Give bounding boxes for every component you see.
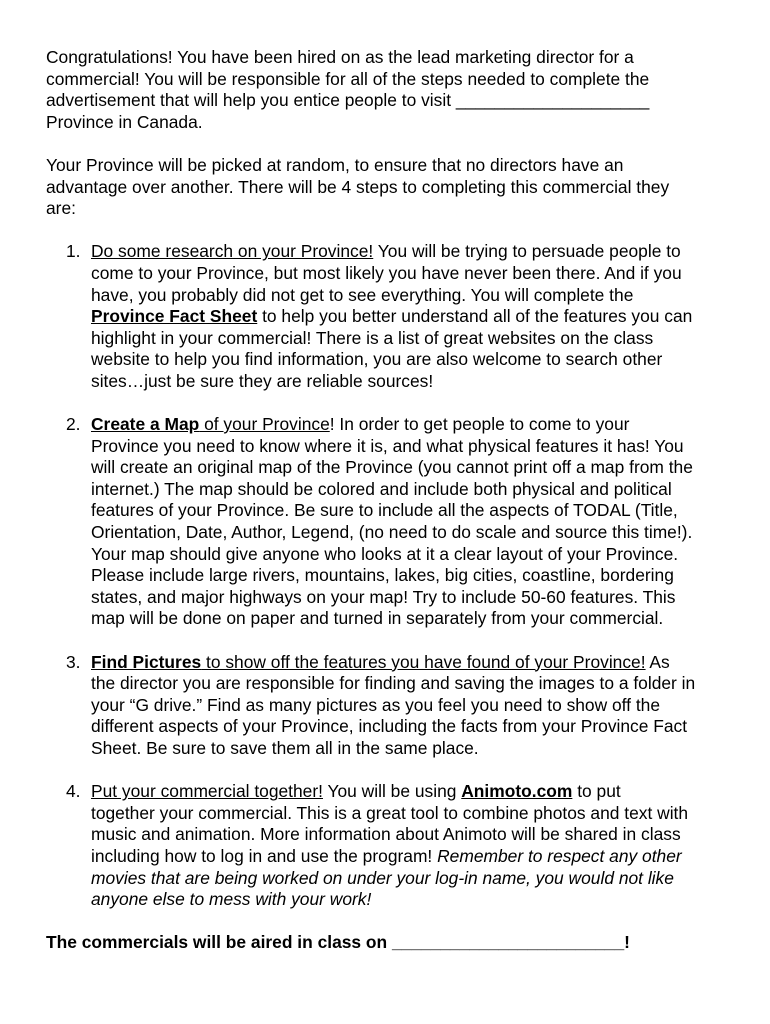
step-heading: Do some research on your Province! — [91, 241, 374, 262]
step-number: 2. — [66, 414, 81, 435]
step-3: 3. Find Pictures to show off the features you have found of your Province! As the director you are responsible for finding and saving the images to a folder in your “G drive.” Find as many pictures as you feel you need to show off the different aspects of your Province, including the facts from your Province Fact Sheet. Be sure to save them all in the same place. — [66, 651, 696, 758]
intro-paragraph-2: Your Province will be picked at random, to ensure that no directors have an advantage over another. There will be 4 steps to completing this commercial they are: — [46, 154, 670, 219]
step-1: 1. Do some research on your Province! You will be trying to persuade people to come to your Province, but most likely you have never been there. And if you have, you probably did not get to see everything. You will complete the Province Fact Sheet to help you better understand all of the features you can highlight in your commercial! There is a list of great websites on the class website to help you find information, you are also welcome to search other sites…just be sure they are reliable sources! — [66, 241, 693, 391]
step-2: 2. Create a Map of your Province! In order to get people to come to your Province you need to know where it is, and what physical features it has! You will create an original map of the Province (you cannot print off a map from the internet.) The map should be colored and include both physical and political features of your Province. Be sure to include all the aspects of TODAL (Title, Orientation, Date, Author, Legend, (no need to do scale and source this time!). Your map should give anyone who looks at it a clear layout of your Province. Please include large rivers, mountains, lakes, big cities, coastline, bordering states, and major highways on your map! Try to include 50-60 features. This map will be done on paper and turned in separately from your commercial. — [66, 414, 693, 629]
steps-list — [46, 241, 736, 910]
step-number: 1. — [66, 241, 81, 262]
step-heading: Put your commercial together! — [91, 781, 323, 802]
fact-sheet-label: Province Fact Sheet — [91, 306, 258, 327]
step-heading: Find Pictures to show off the features you have found of your Province! — [91, 651, 646, 672]
document-page — [46, 47, 736, 954]
closing-line: The commercials will be aired in class on ________________________! — [46, 932, 630, 953]
step-number: 4. — [66, 781, 81, 802]
intro-paragraph-1: Congratulations! You have been hired on as the lead marketing director for a commercial! You will be responsible for all of the steps needed to complete the advertisement that will help you entice people to visit ____________________ Province in Canada. — [46, 47, 650, 132]
step-number: 3. — [66, 651, 81, 672]
animoto-link: Animoto.com — [461, 781, 573, 802]
step-heading: Create a Map of your Province — [91, 414, 330, 435]
step-4: 4. Put your commercial together! You will be using Animoto.com to put together your commercial. This is a great tool to combine photos and text with music and animation. More information about Animoto will be shared in class including how to log in and use the program! Remember to respect any other movies that are being worked on under your log-in name, you would not like anyone else to mess with your work! — [66, 781, 689, 910]
